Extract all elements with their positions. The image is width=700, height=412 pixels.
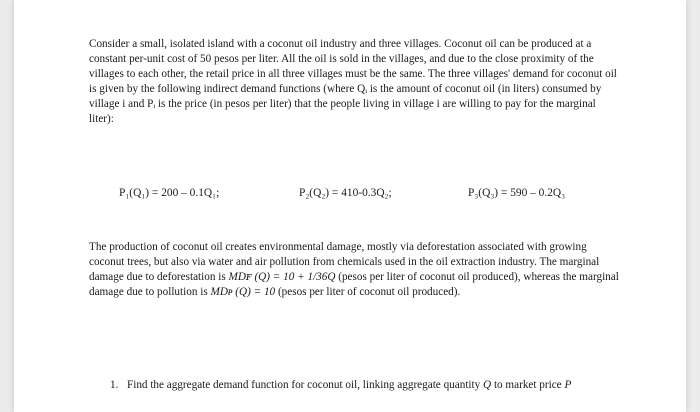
damage-paragraph <box>89 240 619 300</box>
demand-equation-village-1: P₁(Q₁) = 200 – 0.1Q₁; <box>119 187 220 199</box>
demand-equation-village-2: P₂(Q₂) = 410-0.3Q₂; <box>299 187 392 199</box>
damage-text-2: (pesos per liter of coconut oil produced), whereas the marginal damage due to pollution is <box>89 271 619 298</box>
question-text <box>127 378 597 393</box>
damage-text-1: The production of coconut oil creates environmental damage, mostly via deforestation associated with growing coconut trees, but also via water and air pollution from chemicals used in the oil extraction industry. The marginal damage due to deforestation is <box>89 241 600 283</box>
question-number: 1. <box>110 379 119 391</box>
demand-equation-village-3: P₃(Q₃) = 590 – 0.2Q₃ <box>468 187 566 199</box>
quantity-symbol: Q <box>483 379 492 391</box>
marginal-damage-deforestation: MDꜰ (Q) = 10 + 1/36Q <box>228 271 336 283</box>
question-text-2: to market price <box>491 379 565 391</box>
damage-text-3: (pesos per liter of coconut oil produced). <box>275 286 461 298</box>
demand-equations <box>14 186 686 206</box>
marginal-damage-pollution: MDᴘ (Q) = 10 <box>210 286 276 298</box>
intro-paragraph: Consider a small, isolated island with a coconut oil industry and three villages. Coconut oil can be produced at a constant per-unit cost of 50 pesos per liter. All the oil is sold in the villages, and due to the close proximity of the villages to each other, the retail price in all three villages must be the same. The three villages' demand for coconut oil is given by the following indirect demand functions (where Qᵢ is the amount of coconut oil (in liters) consumed by village i and Pᵢ is the price (in pesos per liter) that the people living in village i are willing to pay for the marginal liter): <box>89 38 617 125</box>
question-text-1: Find the aggregate demand function for coconut oil, linking aggregate quantity <box>127 379 484 391</box>
price-symbol: P <box>564 379 572 391</box>
document-page <box>14 0 686 412</box>
